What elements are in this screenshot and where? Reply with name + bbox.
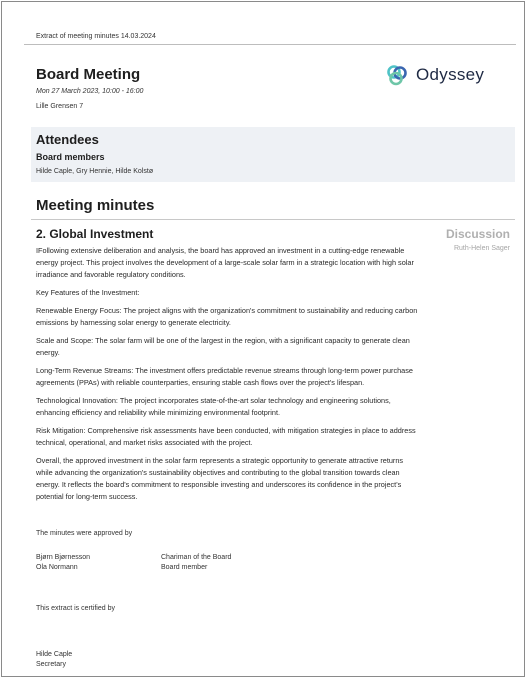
approval-statement: The minutes were approved by [36, 530, 133, 537]
section-body [36, 245, 420, 509]
signatory-role: Board member [161, 564, 208, 571]
body-paragraph: Renewable Energy Focus: The project aligns with the organization's commitment to sustainability and reducing carbon emissions by harnessing solar energy to generate electricity. [36, 306, 418, 327]
odyssey-logo [386, 64, 484, 86]
signatory-role: Chariman of the Board [161, 554, 232, 561]
board-members-heading: Board members [36, 152, 105, 162]
body-paragraph: Key Features of the Investment: [36, 288, 140, 297]
header-divider [24, 44, 516, 45]
body-paragraph: Overall, the approved investment in the solar farm represents a strategic opportunity to generate attractive returns while advancing the organization's sustainability objectives and contributing to the global transition towards clean energy. It reflects the board's commitment to responsible investing and underscores its confidence in the project's potential for long-term success. [36, 456, 404, 501]
meeting-minutes-heading: Meeting minutes [36, 197, 155, 214]
meeting-title: Board Meeting [36, 66, 141, 83]
body-paragraph: Scale and Scope: The solar farm will be one of the largest in the region, with a significant capacity to generate clean energy. [36, 336, 410, 357]
discussion-label: Discussion [445, 227, 510, 241]
minutes-divider [31, 219, 515, 220]
signatory-name: Ola Normann [36, 564, 78, 571]
signatory-name: Bjørn Bjørnesson [36, 554, 91, 561]
meeting-location: Lille Grensen 7 [36, 103, 84, 110]
certification-statement: This extract is certified by [36, 605, 115, 612]
certifier-name: Hilde Caple [36, 651, 73, 658]
body-paragraph: Risk Mitigation: Comprehensive risk assessments have been conducted, with mitigation strategies in place to address technical, operational, and market risks associated with the project. [36, 426, 416, 447]
odyssey-logo-text: Odyssey [416, 65, 485, 84]
section-title: 2. Global Investment [36, 227, 154, 241]
certifier-role: Secretary [36, 661, 66, 668]
odyssey-logo-icon [386, 64, 408, 86]
meeting-date: Mon 27 March 2023, 10:00 - 16:00 [36, 88, 144, 95]
body-paragraph: Long-Term Revenue Streams: The investment offers predictable revenue streams through long-term power purchase agreements (PPAs) with reliable counterparties, ensuring stable cash flows over the project's lifespan. [36, 366, 413, 387]
discussion-person: Ruth-Helen Sager [453, 245, 510, 252]
board-members-list: Hilde Caple, Gry Hennie, Hilde Kolstø [36, 168, 154, 175]
body-paragraph: Technological Innovation: The project incorporates state-of-the-art solar technology and engineering solutions, enhancing efficiency and reliability while minimizing environmental footprint. [36, 396, 391, 417]
extract-header: Extract of meeting minutes 14.03.2024 [36, 33, 156, 40]
body-paragraph: IFollowing extensive deliberation and analysis, the board has approved an investment in a cutting-edge renewable energy project. This project involves the development of a large-scale solar farm in a strategic location with high solar irradiance and favorable regulatory conditions. [36, 246, 414, 279]
attendees-heading: Attendees [36, 132, 99, 147]
